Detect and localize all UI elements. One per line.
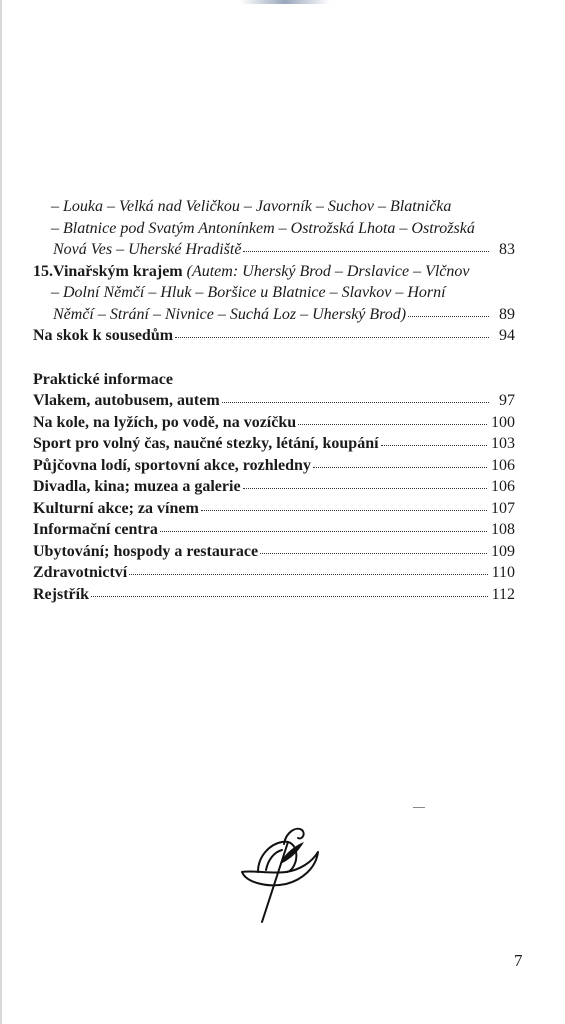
toc-item-label: Vlakem, autobusem, autem [33,392,220,409]
dot-leader [91,595,488,597]
toc-item-label: Zdravotnictví [33,564,128,581]
toc-entry-14-line3: Nová Ves – Uherské Hradiště [53,241,242,258]
list-item [33,562,515,584]
toc-page-number: 89 [499,305,515,323]
toc-page-number: 106 [491,456,515,474]
stray-mark [413,807,425,808]
dot-leader [313,466,487,468]
scan-edge [240,0,330,4]
toc-entry-15-number: 15. [33,262,53,280]
list-item [33,584,515,606]
toc-item-label: Rejstřík [33,585,89,603]
toc-item-label: Informační centra [33,521,158,538]
list-item [33,541,515,563]
practical-info-list [33,390,515,605]
toc-page-number: 109 [491,542,515,560]
toc-page-number: 107 [491,499,515,517]
toc-entry-14-line1: – Louka – Velká nad Veličkou – Javorník – Suchov – Blatnička [51,198,452,215]
toc-page-number: 112 [491,585,515,603]
dot-leader [222,401,489,403]
hat-and-cane-icon [236,822,326,928]
toc-entry-14-line2: – Blatnice pod Svatým Antonínkem – Ostrožská Lhota – Ostrožská [51,219,475,237]
toc-item-label: Půjčovna lodí, sportovní akce, rozhledny [33,456,311,474]
toc-entry-neighbors [33,325,515,347]
toc-entry-15 [33,261,515,326]
toc-item-label: Divadla, kina; muzea a galerie [33,478,241,495]
dot-leader [243,250,489,252]
dot-leader [129,573,487,575]
dot-leader [201,509,487,511]
dot-leader [243,487,487,489]
list-item [33,390,515,412]
toc-page-number: 97 [499,392,515,409]
toc-entry-neighbors-label: Na skok k sousedům [33,327,174,344]
dot-leader [408,315,489,317]
toc-item-label: Na kole, na lyžích, po vodě, na vozíčku [33,413,297,431]
toc-page-number: 100 [491,413,515,431]
toc-item-label: Ubytování; hospody a restaurace [33,542,259,560]
toc-page-number: 110 [491,564,515,581]
list-item [33,476,515,498]
toc-entry-15-line2: – Dolní Němčí – Hluk – Boršice u Blatnice – Slavkov – Horní [51,284,446,301]
dot-leader [160,530,487,532]
dot-leader [175,336,489,338]
toc-page-number: 108 [491,521,515,538]
toc-item-label: Sport pro volný čas, naučné stezky, létání, koupání [33,435,379,452]
list-item [33,519,515,541]
list-item [33,433,515,455]
dot-leader [260,552,487,554]
toc-page-number: 103 [491,435,515,452]
table-of-contents [33,196,515,605]
list-item [33,498,515,520]
list-item [33,412,515,434]
toc-page-number: 83 [499,241,515,258]
toc-item-label: Kulturní akce; za vínem [33,499,199,517]
toc-entry-15-line3: Němčí – Strání – Nivnice – Suchá Loz – Uherský Brod) [53,305,407,323]
toc-entry-15-title: Vinařským krajem [53,262,183,280]
toc-page-number: 106 [491,478,515,495]
page-number: 7 [514,951,523,970]
page-edge [0,0,2,1024]
practical-info-heading: Praktické informace [33,370,173,388]
toc-page-number: 94 [499,327,515,344]
dot-leader [381,444,487,446]
list-item [33,455,515,477]
toc-entry-15-line1: (Autem: Uherský Brod – Drslavice – Vlčnov [186,262,470,280]
toc-entry-14 [33,196,515,261]
dot-leader [298,423,487,425]
